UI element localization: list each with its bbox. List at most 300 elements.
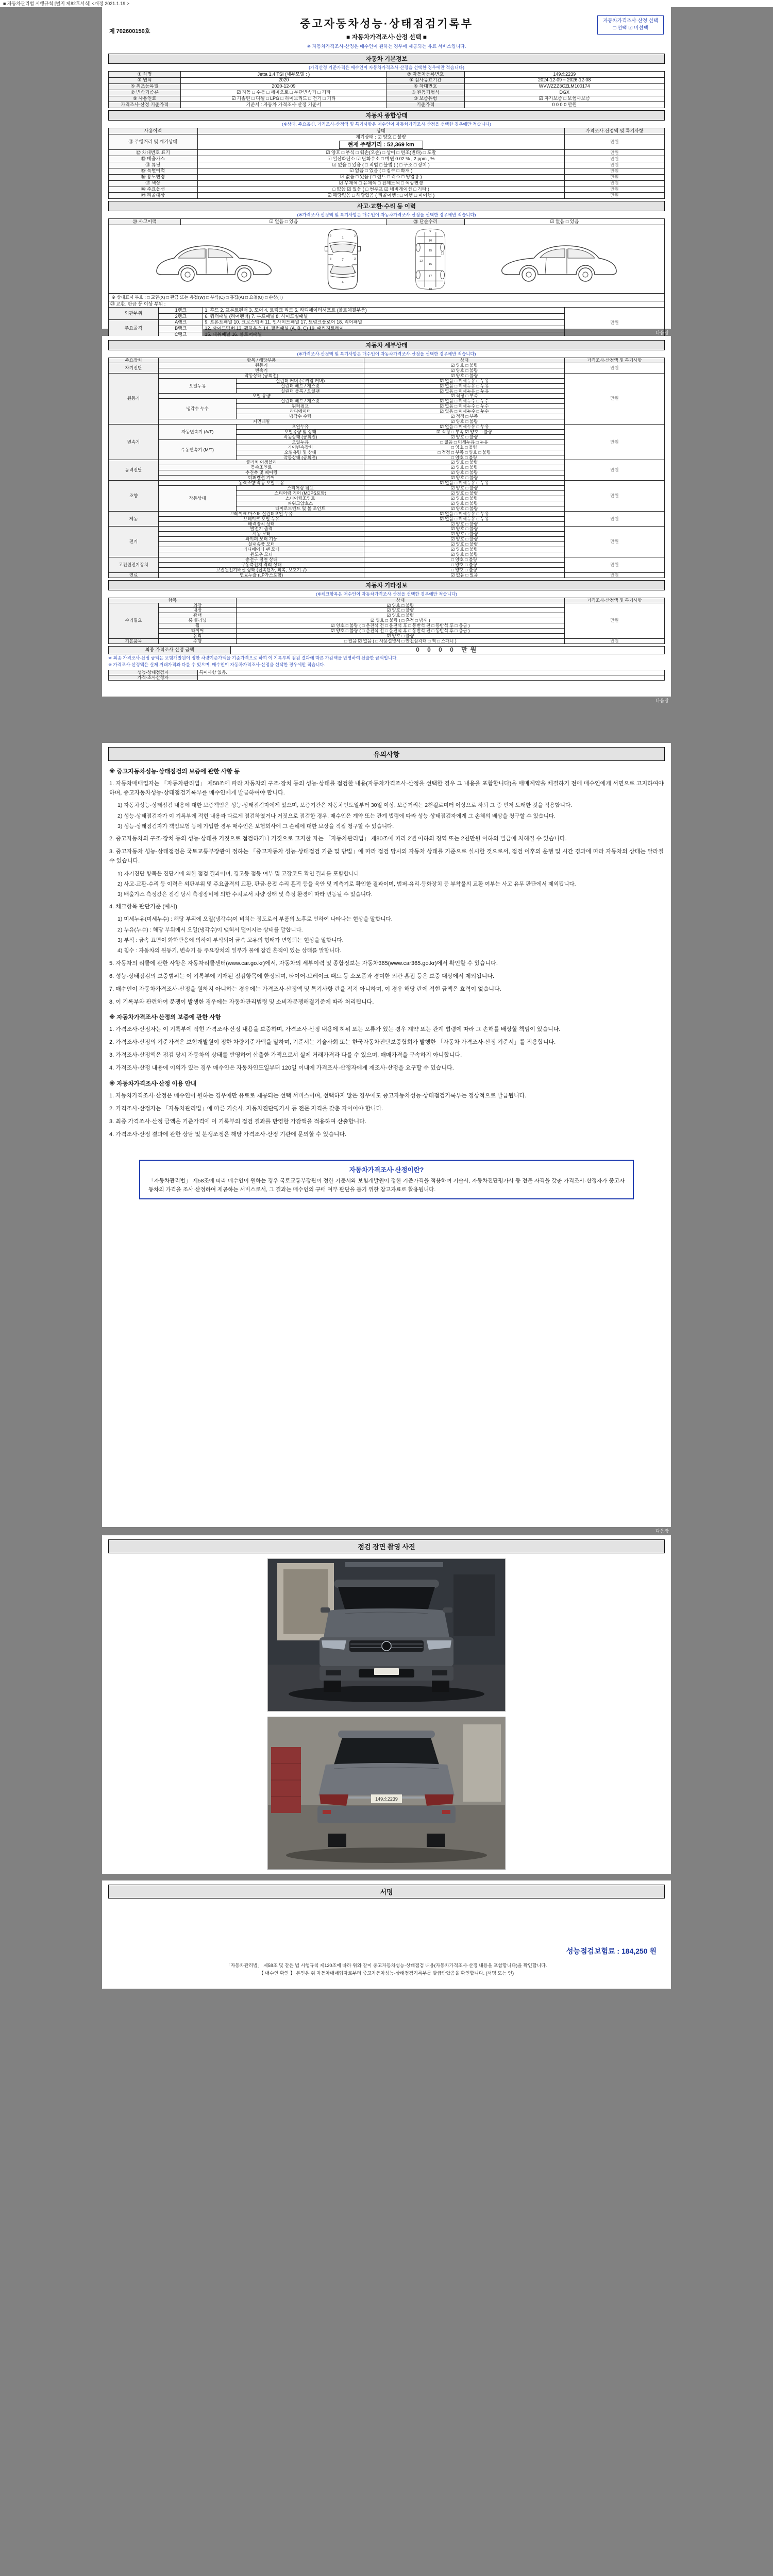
table-cell: ☑ 없음 □ 미세누유 □ 누유: [364, 388, 564, 394]
table-cell: ☑ 양호 □ 불량 ( □ 흔적 □ 냄새 ): [237, 618, 565, 623]
table-cell: 주요골격: [109, 319, 159, 338]
notice-line: 1) 자기진단 항목은 진단기에 의한 점검 결과이며, 경고등 점등 여부 및 고장코드 확인 결과를 포함합니다.: [117, 870, 361, 877]
table-cell: ☑ 양호 □ 불량: [364, 465, 564, 470]
section-title-detail: 자동차 세부상태: [108, 340, 665, 350]
column-header: ④ 검사유효기간: [386, 77, 464, 83]
column-header: 주요장치: [109, 358, 159, 363]
table-cell: 1랭크: [159, 308, 203, 314]
signature-statement-2: 【 매수인 확인 】 본인은 위 자동차매매업자로부터 중고자동차성능·상태점검기록부를 발급받았음을 확인합니다. (서명 또는 인): [259, 1970, 514, 1976]
section-title-basic: 자동차 기본정보: [108, 54, 665, 64]
car-side-view-right-icon: [495, 228, 624, 290]
notice-line: 2. 가격조사·산정자는 「자동차관리법」에 따른 기술사, 자동차진단평가사 등 전문 자격을 갖춘 자이어야 합니다.: [109, 1105, 383, 1112]
inspection-photo-rear: [267, 1717, 506, 1870]
column-header: ⑩ 보증유형: [386, 96, 464, 102]
table-cell: 실린더 헤드 / 개스킷: [237, 399, 364, 404]
table-cell: ☑ 없음 □ 미세누유 □ 누유: [364, 424, 564, 429]
table-cell: 디퍼렌셜 기어: [159, 476, 364, 481]
table-cell: 오일누유: [237, 439, 364, 445]
table-cell: 실내송풍 모터: [159, 542, 364, 547]
section-title-signature: 서명: [108, 1885, 665, 1899]
table-cell: ☑ 적정 □ 부족: [364, 394, 564, 399]
table-cell: ☑ 양호 □ 불량: [237, 613, 565, 618]
table-cell: ☑ 양호 □ 불량: [364, 537, 564, 542]
section-title-notice: 유의사항: [108, 747, 665, 761]
notice-line: 1) 자동차성능·상태점검 내용에 대한 보증책임은 성능·상태점검자에게 있으며, 보증기간은 자동차인도일부터 30일 이상, 보증거리는 2천킬로미터 이상으로 하되 그 중 먼저 도래한 것을 적용합니다.: [117, 802, 572, 809]
column-header: 가격조사·산정액 및 특기사항: [564, 358, 664, 363]
table-cell: DGX: [464, 90, 664, 96]
notice-line: ※ 가격조사·산정액은 실제 거래가격과 다를 수 있으며, 매수인이 자동차가격조사·산정을 선택한 경우에만 적습니다.: [108, 662, 326, 668]
table-cell: □ 양호 □ 불량: [364, 562, 564, 567]
section-note-accident: (※가격조사·산정액 및 특기사항은 매수인이 자동차가격조사·산정을 선택한 경우에만 적습니다): [297, 212, 476, 218]
table-cell: 고전원전기배선 상태 (접속단자, 피복, 보호기구): [159, 567, 364, 572]
section-detail-status: [108, 340, 665, 578]
column-header: 가격조사·산정액 및 특기사항: [564, 598, 664, 603]
notice-line: ※ 최종 가격조사·산정 금액은 보험개발원이 정한 차량기준가액을 기준가격으로 하여 이 기록부의 점검 결과에 따른 가감액을 반영하여 산출한 금액입니다.: [108, 655, 398, 661]
table-cell: 구동축전지 격리 상태: [159, 562, 364, 567]
table-cell: 기준서 : 자동차 가격조사·산정 기준서: [181, 102, 386, 108]
notice-line: 3) 배출가스 측정값은 점검 당시 측정장비에 의한 수치로서 차량 상태 및 측정 환경에 따라 변동될 수 있습니다.: [117, 891, 373, 898]
section-title-overall: 자동차 종합상태: [108, 110, 665, 121]
table-cell: 변속기: [109, 424, 159, 460]
next-page-label: 다음장: [655, 698, 669, 703]
notice-line: 4. 가격조사·산정 결과에 관한 상담 및 분쟁조정은 해당 가격조사·산정 기관에 문의할 수 있습니다.: [109, 1131, 347, 1138]
notice-line: 1) 미세누유(미세누수) : 해당 부위에 오일(냉각수)이 비치는 정도로서 부품의 노후로 인하여 나타나는 현상을 말합니다.: [117, 916, 393, 923]
table-cell: ☑ 양호 □ 불량: [364, 486, 564, 491]
table-cell: 오일 유량: [159, 394, 364, 399]
notice-line: 3. 가격조사·산정액은 점검 당시 자동차의 상태를 반영하여 산출한 가액으로서 실제 거래가격과 다를 수 있으며, 매매가격을 구속하지 아니합니다.: [109, 1052, 462, 1059]
signature-statements: [108, 1962, 665, 1977]
svg-text:13: 13: [441, 252, 445, 256]
table-cell: 만원: [564, 193, 664, 199]
table-cell: 커먼레일: [159, 419, 364, 425]
notice-line: 1. 가격조사·산정자는 이 기록부에 적힌 가격조사·산정 내용을 보증하며, 가격조사·산정 내용에 허위 또는 오류가 있는 경우 계약 또는 관계 법령에 따라 그 손해를 배상할 책임이 있습니다.: [109, 1026, 561, 1033]
table-cell: 2020: [181, 77, 386, 83]
form-note: ※ 자동차가격조사·산정은 매수인이 원하는 경우에 제공되는 유료 서비스입니다.: [307, 44, 466, 49]
notice-line: 3. 중고자동차 성능·상태점검은 국토교통부장관이 정하는 「중고자동차 성능·상태점검 기준 및 방법」에 따라 점검 당시의 자동차 상태를 기준으로 실시한 것으로서, 점검 이후의 운행 및 시간 경과에 따라 자동차의 상태는 달라질 수 있습니다.: [109, 849, 664, 865]
notice-line: ※ 중고자동차성능·상태점검의 보증에 관한 사항 등: [109, 769, 240, 775]
table-cell: ☑ 양호 □ 불량 ( □ 운전석 전 □ 운전석 후 □ 동반석 전 □ 동반석 후 □ 응급 ): [237, 623, 565, 629]
table-cell: 기본품목: [109, 639, 159, 644]
table-cell: ☑ 자가보증 □ 보험사보증: [464, 96, 664, 102]
table-cell: 만원: [564, 557, 664, 572]
table-cell: ☑ 가솔린 □ 디젤 □ LPG □ 하이브리드 □ 전기 □ 기타: [181, 96, 386, 102]
table-cell: 연료누출 (LP가스포함): [159, 572, 364, 578]
table-cell: ☑ 없음 □ 미세누유 □ 누유: [364, 383, 564, 388]
table-cell: 휠: [159, 623, 237, 629]
column-header: ① 차명: [109, 72, 181, 78]
next-page-label: 다음장: [655, 1529, 669, 1534]
column-header: 최종 가격조사·산정 금액: [109, 646, 231, 654]
table-cell: 유리: [159, 634, 237, 639]
column-header: 기준가격: [386, 102, 464, 108]
column-header: 가격·조사산정자: [109, 675, 198, 681]
table-cell: 타이로드엔드 및 볼 조인트: [237, 506, 364, 511]
table-cell: 연료: [109, 572, 159, 578]
table-cell: ☑ 없음 □ 있음: [464, 219, 664, 225]
column-header: 항목: [109, 598, 237, 603]
table-cell: ☑ 양호 □ 불량: [364, 470, 564, 476]
table-cell: 만원: [564, 460, 664, 481]
table-cell: 149소2239: [464, 72, 664, 78]
sheet-5: [102, 1880, 671, 1989]
notice-line: 1. 자동차매매업자는 「자동차관리법」 제58조에 따라 자동차의 구조·장치 등의 성능·상태를 점검한 내용(자동차가격조사·산정을 선택한 경우 그 내용을 포함합니다)을 매매계약을 체결하기 전에 매수인에게 서면으로 고지하여야 하며, 중고자동차성능·상태점검기록부를 매수인에게 발급하여야 합니다.: [109, 781, 664, 796]
table-cell: ☑ 양호 □ 불량 ( □ 운전석 전 □ 운전석 후 □ 동반석 전 □ 동반석 후 □ 응급 ): [237, 629, 565, 634]
column-header: ③ 연식: [109, 77, 181, 83]
table-cell: □ 없음 □ 미세누유 □ 누유: [364, 439, 564, 445]
table-cell: ⑯ 용도변경: [109, 174, 198, 180]
notice-line: 4. 체크항목 판단기준 (예시): [109, 904, 177, 910]
table-cell: □ 양호 □ 불량: [364, 455, 564, 460]
table-cell: ☑ 양호 □ 불량: [237, 603, 565, 608]
table-cell: 냉각수 수량: [237, 414, 364, 419]
table-cell: Jetta 1.4 TSI (세부모델 : ): [181, 72, 386, 78]
table-cell: 광택: [159, 613, 237, 618]
section-basic-info: [108, 54, 665, 108]
detail-status-table: [108, 358, 665, 578]
table-cell: ☑ 양호 □ 불량: [364, 460, 564, 465]
notice-line: 4. 가격조사·산정 내용에 이의가 있는 경우 매수인은 자동차인도일부터 120일 이내에 가격조사·산정자에게 재조사·산정을 요구할 수 있습니다.: [109, 1065, 454, 1072]
table-cell: 작동상태 (공회전): [237, 455, 364, 460]
table-cell: 작동상태 (공회전): [237, 434, 364, 439]
page-gap: [102, 697, 671, 743]
table-cell: 2020-12-09: [181, 83, 386, 90]
table-cell: ☑ 양호 □ 불량: [364, 506, 564, 511]
sheet-2: [102, 336, 671, 697]
table-cell: 윈도우 모터: [159, 552, 364, 557]
column-header: 가격조사·산정 기준가격: [109, 102, 181, 108]
inspection-photo-front: [267, 1558, 506, 1711]
table-cell: 배력장치 상태: [159, 521, 364, 527]
section-accident-history: [108, 201, 665, 338]
table-cell: ☑ 양호 □ 부식 □ 훼손(오손) □ 상이 □ 변조(변타) □ 도말: [197, 150, 564, 156]
table-cell: ☑ 양호 □ 불량: [364, 501, 564, 506]
overall-status-table: [108, 128, 665, 199]
table-cell: 만원: [564, 511, 664, 527]
table-cell: ⑱ 주요옵션: [109, 187, 198, 193]
section-final-price: [108, 646, 665, 668]
table-cell: 냉각수 누수: [159, 399, 237, 419]
column-header: 항목 / 해당부품: [159, 358, 364, 363]
svg-text:3: 3: [354, 258, 356, 261]
table-cell: ☑ 양호 □ 불량: [364, 363, 564, 368]
table-cell: 9. 프론트패널 10. 크로스멤버 11. 인사이드패널 17. 트렁크플로어 18. 리어패널: [203, 319, 564, 326]
table-cell: 만원: [564, 308, 664, 338]
table-cell: 파워고압호스: [237, 501, 364, 506]
table-cell: ☑ 양호 □ 불량: [364, 521, 564, 527]
table-cell: ☑ 적정 □ 부족 ☑ 양호 □ 불량: [364, 429, 564, 434]
car-side-view-left-icon: [149, 228, 278, 290]
svg-text:6: 6: [354, 270, 356, 274]
table-cell: 룸 클리닝: [159, 618, 237, 623]
insurance-fee: [566, 1946, 657, 1956]
price-survey-box: [139, 1160, 634, 1199]
table-cell: ☑ 양호 □ 불량: [364, 368, 564, 373]
table-cell: 수동변속기 (M/T): [159, 439, 237, 460]
table-cell: 2024-12-09 ~ 2026-12-08: [464, 77, 664, 83]
table-cell: 작동상태: [159, 486, 237, 512]
table-cell: 만원: [564, 363, 664, 373]
etc-info-table: [108, 598, 665, 644]
table-cell: ☑ 없음 □ 있음: [181, 219, 386, 225]
notice-line: 8. 이 기록부와 관련하여 분쟁이 발생한 경우에는 자동차관리법령 및 소비자분쟁해결기준에 따라 처리됩니다.: [109, 998, 374, 1005]
section-title-etc: 자동차 기타정보: [108, 580, 665, 590]
column-header: 사용이력: [109, 128, 198, 134]
table-cell: [197, 675, 664, 681]
notice-line: ※ 자동차가격조사·산정 이용 안내: [109, 1080, 197, 1087]
table-cell: 만원: [564, 639, 664, 644]
license-plate-text: 149소2239: [375, 1797, 398, 1802]
svg-text:4: 4: [341, 280, 344, 284]
table-cell: 수리필요: [109, 603, 159, 638]
table-cell: ☑ 적정 □ 부족: [364, 414, 564, 419]
table-cell: 주행: [159, 639, 237, 644]
table-cell: B랭크: [159, 326, 203, 332]
svg-text:16: 16: [429, 263, 432, 266]
notice-line: ※ 자동차가격조사·산정의 보증에 관한 사항: [109, 1014, 221, 1021]
table-cell: 만원: [564, 373, 664, 424]
table-cell: ☑ 없음 □ 미세누유 □ 누유: [364, 378, 564, 383]
page-gap: [102, 1874, 671, 1880]
notice-line: 5. 자동차의 리콜에 관한 사항은 자동차리콜센터(www.car.go.kr)에서, 자동차의 세부이력 및 종합정보는 자동차365(www.car365.go.kr)에서 확인할 수 있습니다.: [109, 960, 498, 967]
notice-line: 6. 성능·상태점검의 보증범위는 이 기록부에 기재된 점검항목에 한정되며, 타이어·브레이크 패드 등 소모품과 경미한 외관 흠집 등은 보증 대상에서 제외됩니다.: [109, 973, 495, 979]
table-cell: 계기상태 : ☑ 양호 □ 불량 현재 주행거리 : 52,369 km: [197, 134, 564, 150]
table-cell: 등속조인트: [159, 465, 364, 470]
table-cell: 만원: [564, 162, 664, 168]
table-cell: 추진축 및 베어링: [159, 470, 364, 476]
table-cell: 실린더 커버 (로커암 커버): [237, 378, 364, 383]
column-header: ㉑ 단순수리: [386, 219, 464, 225]
table-cell: 자기진단: [109, 363, 159, 373]
table-cell: 시동 모터: [159, 532, 364, 537]
table-cell: 오일누유: [159, 378, 237, 394]
svg-text:1: 1: [341, 236, 344, 240]
svg-text:9: 9: [429, 230, 432, 233]
column-header: ⑥ 차대번호: [386, 83, 464, 90]
table-cell: 12. 사이드멤버 13. 휠하우스 14. 필러패널 (A, B, C) 19. 패키지트레이: [203, 326, 564, 332]
table-cell: 만원: [564, 187, 664, 193]
notice-line: 2. 가격조사·산정의 기준가격은 보험개발원이 정한 차량기준가액을 말하며, 기준서는 기술사회 또는 한국자동차진단보증협회가 발행한 「자동차 가격조사·산정 기준서」를 적용합니다.: [109, 1039, 556, 1046]
table-cell: 만원: [564, 527, 664, 557]
table-cell: 제동: [109, 511, 159, 527]
table-cell: 만원: [564, 150, 664, 156]
final-price-notes: [108, 655, 665, 668]
table-cell: 자동변속기 (A/T): [159, 424, 237, 439]
table-cell: 만원: [564, 424, 664, 460]
table-cell: 만원: [564, 180, 664, 187]
form-title: 중고자동차성능·상태점검기록부: [300, 18, 473, 30]
table-cell: ☑ 없음 □ 있음: [364, 572, 564, 578]
table-cell: 만원: [564, 572, 664, 578]
svg-text:10: 10: [429, 239, 432, 243]
next-page-label: 다음장: [655, 330, 669, 335]
notice-line: 2) 사고·교환·수리 등 이력은 외판부위 및 주요골격의 교환, 판금·용접 수리 흔적 등을 육안 및 계측기로 확인한 결과이며, 범퍼·유리·등화장치 등 부착물의 교환 여부는 사고 유무 판단에서 제외됩니다.: [117, 880, 576, 887]
table-cell: ☑ 양호 □ 불량: [364, 373, 564, 378]
table-cell: WVWZZZ3CZLM100174: [464, 83, 664, 90]
table-cell: 내장: [159, 608, 237, 613]
table-cell: 0 0 0 0 만원: [231, 646, 665, 654]
svg-text:2: 2: [329, 234, 331, 238]
column-header: ⑤ 최초등록일: [109, 83, 181, 90]
table-cell: 변속기: [159, 368, 364, 373]
table-cell: ☑ 자동 □ 수동 □ 세미오토 □ 무단변속기 □ 기타: [181, 90, 386, 96]
table-cell: □ 양호 □ 불량: [364, 567, 564, 572]
table-cell: ☑ 양호 □ 불량: [364, 542, 564, 547]
table-cell: ☑ 없음 □ 미세누유 □ 누유: [364, 511, 564, 516]
table-cell: ☑ 양호 □ 불량: [364, 496, 564, 501]
notice-line: 4) 침수 : 자동차의 원동기, 변속기 등 주요장치의 일부가 물에 잠긴 흔적이 있는 상태를 말합니다.: [117, 947, 342, 954]
svg-text:18: 18: [429, 288, 432, 292]
car-top-view-frame-icon: [407, 226, 454, 292]
price-survey-box-body: 「자동차관리법」 제58조에 따라 매수인이 원하는 경우 국토교통부장관이 정한 기준서와 보험개발원이 정한 기준가격을 적용하여 기술사, 자동차진단평가사 등 전문 자격을 갖춘 가격조사·산정자가 중고자동차의 가격을 조사·산정하여 제공하는 서비스로서, 그 결과는 매수인의 구매 여부 판단을 돕기 위한 참고자료로 활용됩니다.: [148, 1178, 625, 1193]
table-cell: 클러치 어셈블리: [159, 460, 364, 465]
remarks-table: [108, 670, 665, 681]
table-cell: 원동기: [159, 363, 364, 368]
table-cell: 특이사항 없음.: [197, 670, 664, 675]
notice-line: 3) 성능·상태점검자가 책임보험 등에 가입한 경우 매수인은 보험회사에 그 손해에 대한 보상을 직접 청구할 수 있습니다.: [117, 823, 394, 829]
svg-text:2: 2: [354, 234, 356, 238]
damage-legend: ※ 상태표시 부호 : □ 교환(X) □ 판금 또는 용접(W) □ 부식(C) □ 흠집(A) □ 요철(U) □ 손상(T): [108, 293, 665, 301]
page-gap: [102, 1527, 671, 1535]
table-cell: 만원: [564, 481, 664, 512]
svg-text:12: 12: [419, 260, 423, 263]
notice-line: 7. 매수인이 자동차가격조사·산정을 원하지 아니하는 경우에는 가격조사·산정액 및 특기사항 란을 적지 아니하며, 이 경우 해당 란에 적힌 금액은 효력이 없습니다.: [109, 986, 501, 992]
table-cell: ☑ 양호 □ 불량: [364, 527, 564, 532]
column-header: 상태: [364, 358, 564, 363]
form-reference: ■ 자동차관리법 시행규칙 [별지 제82호서식] <개정 2021.1.19.>: [0, 0, 773, 7]
table-cell: 실린더 헤드 / 개스킷: [237, 383, 364, 388]
column-header: ⑳ 사고이력: [109, 219, 181, 225]
svg-text:3: 3: [329, 258, 331, 261]
table-cell: ☑ 해당없음 □ 해당있음 ( 리콜이행 : □ 이행 □ 미이행 ): [197, 193, 564, 199]
table-cell: 만원: [564, 603, 664, 638]
column-header: 성능·상태점검자: [109, 670, 198, 675]
table-cell: 브레이크 오일 누유: [159, 516, 364, 521]
table-cell: 라디에이터: [237, 409, 364, 414]
car-damage-diagram: [108, 225, 665, 294]
table-cell: ☑ 없음 □ 미세누수 □ 누수: [364, 404, 564, 409]
column-header: ⑧ 원동기형식: [386, 90, 464, 96]
table-cell: 조향: [109, 481, 159, 512]
table-cell: 브레이크 마스터 실린더오일 누유: [159, 511, 364, 516]
table-cell: 외판부위: [109, 308, 159, 320]
table-cell: ☑ 양호 □ 불량: [237, 634, 565, 639]
section-etc-info: [108, 580, 665, 644]
table-cell: 실린더 블록 / 오일팬: [237, 388, 364, 394]
section-remarks: [108, 670, 665, 681]
table-cell: ⑮ 특별이력: [109, 168, 198, 174]
table-cell: ⑰ 색상: [109, 180, 198, 187]
final-price-table: [108, 646, 665, 654]
table-cell: 오일유량 및 상태: [237, 450, 364, 455]
section-note-overall: (※상태, 주요옵션, 가격조사·산정액 및 특기사항은 매수인이 자동차가격조사·산정을 선택한 경우에만 적습니다): [282, 122, 491, 127]
table-cell: ☑ 없음 □ 있음 ( □ 렌트 □ 리스 □ 영업용 ): [197, 174, 564, 180]
table-cell: 만원: [564, 134, 664, 150]
notice-line: 2) 누유(누수) : 해당 부위에서 오일(냉각수)이 맺혀서 떨어지는 상태를 말합니다.: [117, 926, 303, 933]
svg-text:15: 15: [429, 249, 432, 253]
table-cell: ⑫ 차대번호 표기: [109, 150, 198, 156]
section-note-detail: (※가격조사·산정액 및 특기사항은 매수인이 자동차가격조사·산정을 선택한 경우에만 적습니다): [297, 351, 476, 357]
table-cell: 전기: [109, 527, 159, 557]
document-header: [108, 11, 665, 52]
insurance-fee-label: 성능점검보험료 :: [566, 1947, 620, 1955]
table-cell: 라디에이터 팬 모터: [159, 547, 364, 552]
table-cell: ☑ 없음 □ 미세누유 □ 누유: [364, 516, 564, 521]
section-note-etc: (※체크항목은 매수인이 자동차가격조사·산정을 선택한 경우에만 적습니다): [316, 591, 457, 597]
table-cell: ☑ 무채색 □ 유채색 □ 전체도색 □ 색상변경: [197, 180, 564, 187]
table-cell: □ 있음 ☑ 없음 ( □ 사용설명서 □ 안전삼각대 □ 잭 □ 스패너 ): [237, 639, 565, 644]
table-cell: ☑ 양호 □ 불량: [364, 552, 564, 557]
car-top-view-body-icon: [319, 226, 366, 292]
table-cell: 기어변속장치: [237, 445, 364, 450]
notice-line: 3. 최종 가격조사·산정 금액은 기준가격에 이 기록부의 점검 결과를 반영한 가감액을 적용하여 산출합니다.: [109, 1118, 366, 1125]
column-header: ⑦ 변속기종류: [109, 90, 181, 96]
table-cell: 원동기: [109, 373, 159, 424]
table-cell: □ 양호 □ 불량: [364, 445, 564, 450]
table-cell: ☑ 없음 □ 미세누유 □ 누유: [364, 481, 564, 486]
doc-number: 제 702600150호: [109, 28, 150, 35]
table-cell: ⑲ 리콜대상: [109, 193, 198, 199]
table-cell: ⑭ 튜닝: [109, 162, 198, 168]
section-title-photos: 점검 장면 촬영 사진: [108, 1539, 665, 1553]
table-cell: □ 양호 □ 불량: [364, 557, 564, 562]
table-cell: C랭크: [159, 332, 203, 338]
table-cell: 고전원전기장치: [109, 557, 159, 572]
vw-emblem-icon: [382, 1641, 391, 1651]
notice-section: [108, 767, 665, 1139]
price-survey-select-title: 자동차가격조사·산정 선택: [603, 18, 658, 24]
table-cell: 오일유량 및 상태: [237, 429, 364, 434]
table-cell: 0 0 0 0 만원: [464, 102, 664, 108]
page-gap: [102, 329, 671, 336]
basic-info-table: [108, 71, 665, 108]
table-cell: 워터펌프: [237, 404, 364, 409]
price-survey-select-box: [597, 15, 664, 35]
section-overall-status: [108, 110, 665, 199]
price-survey-select-value: □ 선택 ☑ 미선택: [613, 25, 648, 31]
table-cell: 1. 후드 2. 프론트펜더 3. 도어 4. 트렁크 리드 5. 라디에이터서포트 (볼트체결부품): [203, 308, 564, 314]
column-header: 상태: [237, 598, 565, 603]
table-cell: 스티어링 펌프: [237, 486, 364, 491]
svg-text:17: 17: [429, 275, 432, 278]
notice-line: 2) 성능·상태점검자가 이 기록부에 적힌 내용과 다르게 점검하였거나 거짓으로 점검한 경우, 매수인은 계약 또는 관계 법령에 따라 성능·상태점검자에게 그 손해의 배상을 청구할 수 있습니다.: [117, 812, 556, 819]
table-cell: 동력전달: [109, 460, 159, 481]
notice-line: 3) 부식 : 금속 표면이 화학반응에 의하여 부식되어 금속 고유의 형태가 변형되는 현상을 말합니다.: [117, 937, 344, 943]
table-cell: 6. 쿼터패널 (리어펜더) 7. 루프패널 8. 사이드실패널: [203, 314, 564, 320]
insurance-fee-value: 184,250 원: [621, 1947, 657, 1955]
price-survey-box-title: 자동차가격조사·산정이란?: [349, 1166, 424, 1174]
table-cell: A랭크: [159, 319, 203, 326]
table-cell: 오일누유: [237, 424, 364, 429]
sheet-3: [102, 743, 671, 1527]
table-cell: 외장: [159, 603, 237, 608]
table-cell: 동력조향 작동 오일 누유: [159, 481, 364, 486]
table-cell: ☑ 양호 □ 불량: [237, 608, 565, 613]
form-subtitle: ■ 자동차가격조사·산정 선택 ■: [346, 33, 427, 41]
table-cell: 와이퍼 모터 기능: [159, 537, 364, 542]
table-cell: ☑ 없음 □ 있음 ( □ 침수 □ 화재 ): [197, 168, 564, 174]
table-cell: ☑ 양호 □ 불량: [364, 490, 564, 496]
table-cell: ☑ 양호 □ 불량: [364, 419, 564, 425]
svg-text:6: 6: [329, 270, 331, 274]
table-cell: ⑬ 배출가스: [109, 156, 198, 162]
table-cell: 2랭크: [159, 314, 203, 320]
table-cell: ☑ 양호 □ 불량: [364, 547, 564, 552]
column-header: 가격조사·산정액 및 특기사항: [564, 128, 664, 134]
signature-section: [108, 1899, 665, 1981]
table-cell: 만원: [564, 174, 664, 180]
sheet-4: [102, 1535, 671, 1874]
section-note-basic: (가격산정 기준가격은 매수인이 자동차가격조사·산정을 선택한 경우에만 적습니다): [309, 65, 464, 70]
